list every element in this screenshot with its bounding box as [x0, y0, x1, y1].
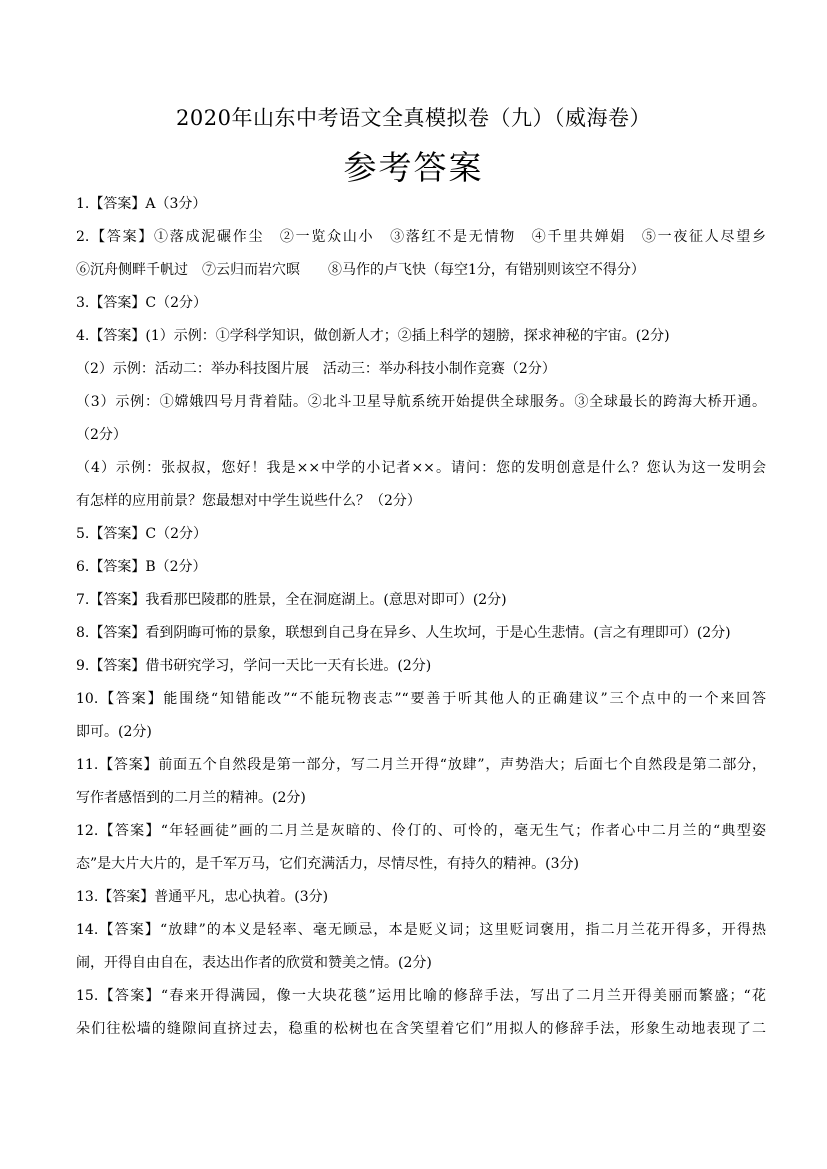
- page-title: 2020年山东中考语文全真模拟卷（九）（威海卷）: [176, 106, 651, 130]
- answer-line: 5.【答案】C（2分）: [76, 526, 207, 542]
- answer-line: 朵们往松墙的缝隙间直挤过去，稳重的松树也在含笑望着它们”用拟人的修辞手法，形象生动地表现了二: [76, 1021, 766, 1037]
- answer-line: 有怎样的应用前景？您最想对中学生说些什么？（2分）: [76, 493, 421, 509]
- answer-line: 6.【答案】B（2分）: [76, 559, 207, 575]
- answer-line: 13.【答案】普通平凡，忠心执着。(3分): [76, 889, 329, 905]
- answer-line: 3.【答案】C（2分）: [76, 295, 207, 311]
- answer-line: 11.【答案】前面五个自然段是第一部分，写二月兰开得“放肆”，声势浩大；后面七个自然段是第二部分，: [76, 757, 766, 773]
- answer-line: 12.【答案】“年轻画徒”画的二月兰是灰暗的、伶仃的、可怜的，毫无生气；作者心中二月兰的“典型姿: [76, 823, 766, 839]
- answer-line: （2分）: [76, 427, 127, 443]
- answer-line: 10.【答案】能围绕“知错能改”“不能玩物丧志”“要善于听其他人的正确建议”三个点中的一个来回答: [76, 691, 766, 707]
- answer-line: 9.【答案】借书研究学习，学问一天比一天有长进。(2分): [76, 658, 432, 674]
- answer-line: 15.【答案】“春来开得满园，像一大块花毯”运用比喻的修辞手法，写出了二月兰开得美丽而繁盛；“花: [76, 988, 766, 1004]
- answer-line: 态”是大片大片的，是千军万马，它们充满活力，尽情尽性，有持久的精神。(3分): [76, 856, 579, 872]
- answer-line: （4）示例：张叔叔，您好！我是××中学的小记者××。请问：您的发明创意是什么？您认为这一发明会: [76, 460, 766, 476]
- answer-line: 即可。(2分): [76, 724, 152, 740]
- answer-line: 4.【答案】(1）示例：①学科学知识，做创新人才；②插上科学的翅膀，探求神秘的宇宙。(2分): [76, 328, 670, 344]
- answer-line: 14.【答案】“放肆”的本义是轻率、毫无顾忌，本是贬义词；这里贬词褒用，指二月兰花开得多，开得热: [76, 922, 766, 938]
- answer-line: （2）示例：活动二：举办科技图片展 活动三：举办科技小制作竞赛（2分）: [76, 361, 556, 377]
- answer-line: 写作者感悟到的二月兰的精神。(2分): [76, 790, 306, 806]
- page-subtitle: 参考答案: [343, 148, 484, 187]
- answer-line: 1.【答案】A（3分）: [76, 196, 207, 212]
- answer-line: （3）示例：①嫦娥四号月背着陆。②北斗卫星导航系统开始提供全球服务。③全球最长的跨海大桥开通。: [76, 394, 766, 410]
- answer-line: 8.【答案】看到阴晦可怖的景象，联想到自己身在异乡、人生坎坷，于是心生悲情。(言之有理即可）(2分): [76, 625, 731, 641]
- answer-line: ⑥沉舟侧畔千帆过 ⑦云归而岩穴暝 ⑧马作的卢飞快（每空1分，有错别则该空不得分）: [76, 262, 645, 278]
- answer-line: 闹，开得自由自在，表达出作者的欣赏和赞美之情。(2分): [76, 955, 432, 971]
- answer-line: 7.【答案】我看那巴陵郡的胜景，全在洞庭湖上。(意思对即可）(2分): [76, 592, 507, 608]
- answer-line: 2.【答案】①落成泥碾作尘 ②一览众山小 ③落红不是无情物 ④千里共婵娟 ⑤一夜征人尽望乡: [76, 229, 766, 245]
